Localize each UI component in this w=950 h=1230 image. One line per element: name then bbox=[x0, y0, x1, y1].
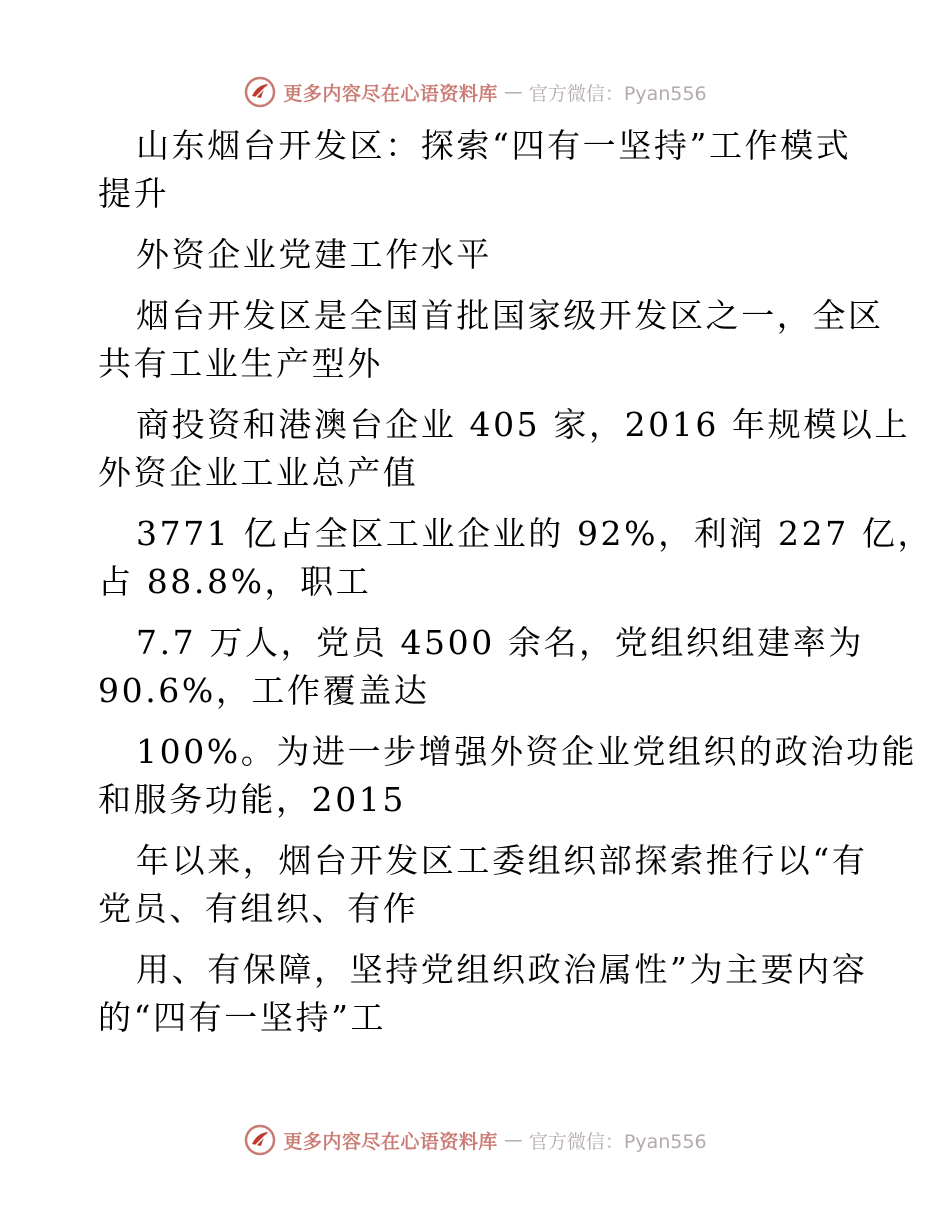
title-line-2: 提升 bbox=[98, 174, 170, 213]
paragraph-line: 占 88.8%，职工 bbox=[98, 562, 372, 601]
logo-seal-icon bbox=[243, 75, 277, 109]
banner-dash: — bbox=[503, 1129, 523, 1151]
paragraph-line: 90.6%，工作覆盖达 bbox=[98, 671, 430, 710]
banner-dash: — bbox=[503, 81, 523, 103]
paragraph-line: 3771 亿占全区工业企业的 92%，利润 227 亿， bbox=[136, 514, 934, 553]
paragraph-line: 商投资和港澳台企业 405 家，2016 年规模以上 bbox=[136, 405, 911, 444]
banner-main-text: 更多内容尽在心语资料库 bbox=[283, 1130, 498, 1153]
title-line-1: 山东烟台开发区：探索“四有一坚持”工作模式 bbox=[136, 126, 852, 165]
banner-wechat-text: 官方微信：Pyan556 bbox=[528, 82, 707, 105]
paragraph-line: 的“四有一坚持”工 bbox=[98, 998, 387, 1037]
footer-watermark-banner bbox=[0, 1120, 950, 1160]
banner-main-text: 更多内容尽在心语资料库 bbox=[283, 82, 498, 105]
banner-content bbox=[243, 75, 706, 109]
subtitle-line: 外资企业党建工作水平 bbox=[136, 235, 492, 274]
paragraph-line: 共有工业生产型外 bbox=[98, 344, 383, 383]
paragraph-line: 用、有保障，坚持党组织政治属性”为主要内容 bbox=[136, 950, 868, 989]
paragraph-line: 外资企业工业总产值 bbox=[98, 453, 419, 492]
banner-wechat-text: 官方微信：Pyan556 bbox=[528, 1130, 707, 1153]
paragraph-line: 和服务功能，2015 bbox=[98, 780, 406, 819]
logo-seal-icon bbox=[243, 1123, 277, 1157]
document-body bbox=[98, 122, 934, 1042]
header-watermark-banner bbox=[0, 72, 950, 112]
paragraph-line: 烟台开发区是全国首批国家级开发区之一，全区 bbox=[136, 296, 884, 335]
paragraph-line: 7.7 万人，党员 4500 余名，党组织组建率为 bbox=[136, 623, 864, 662]
paragraph-line: 100%。为进一步增强外资企业党组织的政治功能 bbox=[136, 732, 918, 771]
paragraph-line: 党员、有组织、有作 bbox=[98, 889, 419, 928]
paragraph-line: 年以来，烟台开发区工委组织部探索推行以“有 bbox=[136, 841, 868, 880]
banner-content bbox=[243, 1123, 706, 1157]
